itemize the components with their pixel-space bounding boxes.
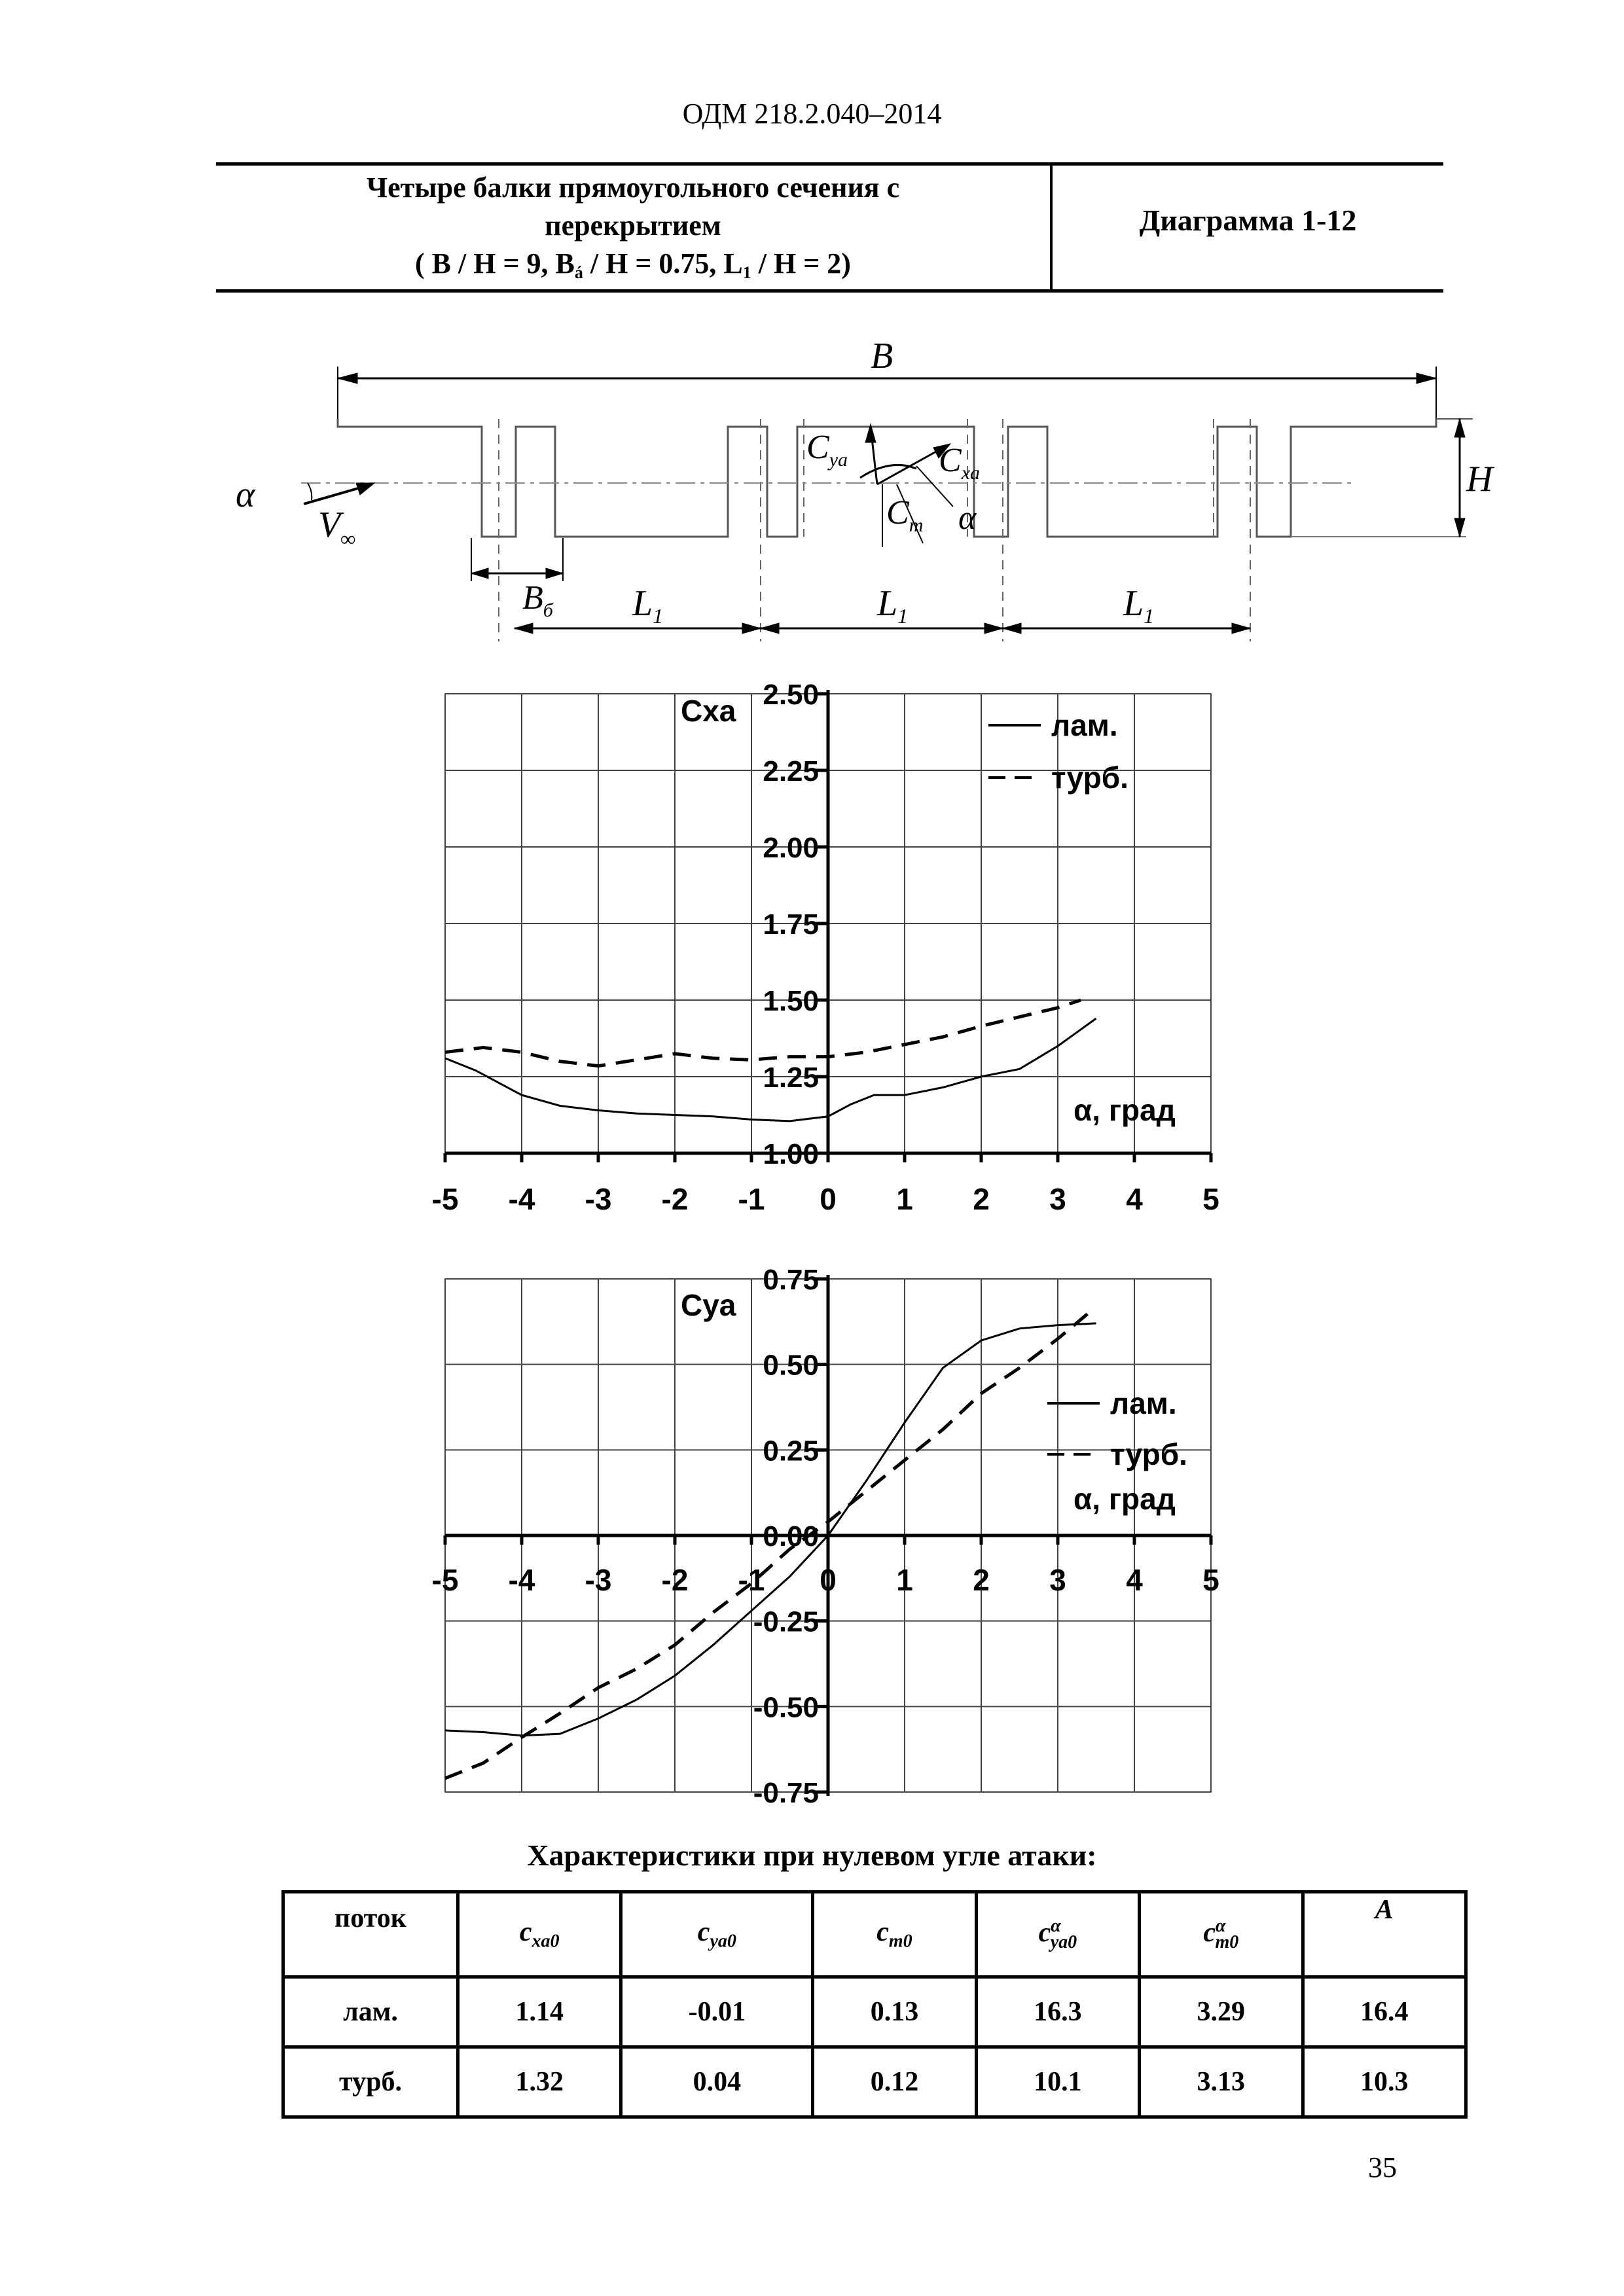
page-number: 35 <box>1368 2151 1397 2183</box>
label-V-inf: $V_\infty$ <box>318 505 356 550</box>
y-tick-label: -0.75 <box>753 1777 819 1809</box>
header-cya0-alpha: $c^\alpha_{ya0}$ <box>976 1892 1139 1977</box>
table-cell: 0.12 <box>813 2047 976 2117</box>
x-tick-label: -2 <box>661 1563 689 1597</box>
x-tick-label: -2 <box>661 1182 689 1216</box>
x-tick-label: -3 <box>585 1182 612 1216</box>
y-tick-label: 1.25 <box>763 1062 819 1094</box>
x-tick-label: 0 <box>820 1182 837 1216</box>
y-tick-label: 0.00 <box>763 1520 819 1552</box>
table-cell: турб. <box>283 2047 458 2117</box>
chart-1 <box>432 1264 1219 1809</box>
y-tick-label: 1.75 <box>763 908 819 941</box>
table-cell: 10.1 <box>976 2047 1139 2117</box>
x-axis-label: α, град <box>1074 1482 1176 1516</box>
y-tick-label: 1.50 <box>763 985 819 1017</box>
y-tick-label: 2.50 <box>763 679 819 711</box>
y-tick-label: 2.25 <box>763 755 819 787</box>
header-cm0: $c_{m0}$ <box>813 1892 976 1977</box>
chart-0 <box>432 679 1219 1216</box>
x-tick-label: 4 <box>1126 1182 1143 1216</box>
title-line-1: Четыре балки прямоугольного сечения с <box>366 171 900 204</box>
table-header-row <box>283 1892 1466 1977</box>
label-alpha: α <box>236 475 255 515</box>
label-Cxa: $C_{xa}$ <box>939 442 981 484</box>
x-tick-label: -1 <box>738 1563 765 1597</box>
table-cell: 0.04 <box>621 2047 813 2117</box>
x-tick-label: -1 <box>738 1182 765 1216</box>
label-Cm: $C_m$ <box>886 494 924 536</box>
label-L1-c: $L_1$ <box>1123 583 1155 628</box>
label-Cya: $C_{ya}$ <box>806 429 848 471</box>
x-tick-label: 4 <box>1126 1563 1143 1597</box>
label-H: H <box>1466 459 1493 499</box>
header-cxa0: $c_{xa0}$ <box>458 1892 621 1977</box>
x-tick-label: -4 <box>508 1182 535 1216</box>
table-cell: 3.13 <box>1140 2047 1303 2117</box>
document-code: ОДМ 218.2.040–2014 <box>682 98 942 130</box>
legend-label: лам. <box>1110 1386 1177 1420</box>
header-A: A <box>1303 1892 1466 1977</box>
table-cell: лам. <box>283 1977 458 2047</box>
x-tick-label: -4 <box>508 1563 535 1597</box>
header-cya0: $c_{ya0}$ <box>621 1892 813 1977</box>
table-cell: 0.13 <box>813 1977 976 2047</box>
table-cell: 1.14 <box>458 1977 621 2047</box>
y-axis-label: Cxa <box>681 694 736 728</box>
legend-label: турб. <box>1051 761 1128 795</box>
table-row <box>283 1977 1466 2047</box>
label-L1-a: $L_1$ <box>632 583 664 628</box>
y-tick-label: 0.25 <box>763 1435 819 1467</box>
x-tick-label: -3 <box>585 1563 612 1597</box>
x-axis-label: α, град <box>1074 1093 1176 1127</box>
table-cell: 16.3 <box>976 1977 1139 2047</box>
title-formula: ( B / H = 9, $B_á / H = 0.75$, $L_1 / H = 2$) <box>415 247 851 282</box>
x-tick-label: 3 <box>1049 1182 1066 1216</box>
table-cell: -0.01 <box>621 1977 813 2047</box>
y-axis-label: Cya <box>681 1288 736 1322</box>
legend-label: турб. <box>1110 1437 1187 1471</box>
y-tick-label: 0.75 <box>763 1264 819 1296</box>
label-B: B <box>871 336 893 376</box>
x-tick-label: 1 <box>896 1563 913 1597</box>
y-tick-label: 0.50 <box>763 1349 819 1382</box>
x-tick-label: 2 <box>973 1563 990 1597</box>
x-tick-label: 0 <box>820 1563 837 1597</box>
diagram-number: Диаграмма 1-12 <box>1139 204 1357 237</box>
legend-label: лам. <box>1051 708 1118 742</box>
header-flow: поток <box>283 1892 458 1977</box>
table-title: Характеристики при нулевом угле атаки: <box>527 1839 1097 1872</box>
table-row <box>283 2047 1466 2117</box>
x-tick-label: 2 <box>973 1182 990 1216</box>
x-tick-label: 3 <box>1049 1563 1066 1597</box>
x-tick-label: -5 <box>431 1563 459 1597</box>
x-tick-label: -5 <box>431 1182 459 1216</box>
label-alpha-2: α <box>958 499 977 537</box>
header-cm0-alpha: $c^\alpha_{m0}$ <box>1140 1892 1303 1977</box>
y-tick-label: -0.25 <box>753 1605 819 1638</box>
label-Bb: $B_б$ <box>522 579 553 621</box>
table-cell: 1.32 <box>458 2047 621 2117</box>
y-tick-label: -0.50 <box>753 1691 819 1724</box>
x-tick-label: 5 <box>1202 1563 1219 1597</box>
parameters-table <box>281 1890 1468 2119</box>
table-cell: 10.3 <box>1303 2047 1466 2117</box>
x-tick-label: 1 <box>896 1182 913 1216</box>
y-tick-label: 2.00 <box>763 832 819 864</box>
table-cell: 3.29 <box>1140 1977 1303 2047</box>
y-tick-label: 1.00 <box>763 1138 819 1170</box>
table-cell: 16.4 <box>1303 1977 1466 2047</box>
label-L1-b: $L_1$ <box>877 583 909 628</box>
x-tick-label: 5 <box>1202 1182 1219 1216</box>
title-line-2: перекрытием <box>545 209 721 242</box>
